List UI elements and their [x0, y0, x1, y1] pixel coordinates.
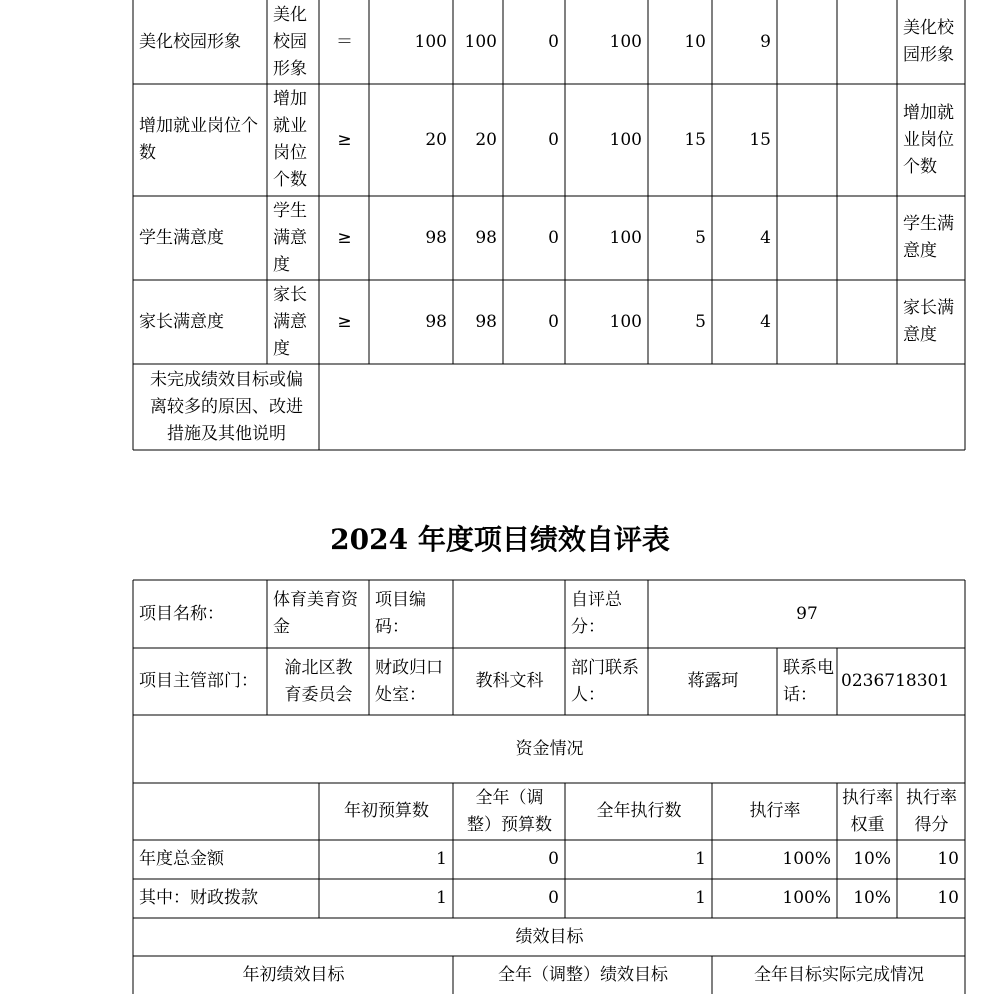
actual-value: 98 — [475, 227, 497, 248]
indicator-short: 学生 满意 度 — [273, 200, 307, 275]
weight-value: 5 — [695, 227, 706, 248]
note-text: 增加就 业岗位 个数 — [903, 102, 954, 177]
funds-row-label: 年度总金额 — [139, 849, 224, 869]
funds-executed: 1 — [695, 888, 706, 908]
funds-col-header: 执行率 得分 — [906, 787, 957, 835]
completion-rate: 100 — [609, 129, 642, 150]
dept-value: 渝北区教 育委员会 — [284, 657, 353, 705]
perf-col-header: 全年（调整）绩效目标 — [498, 964, 668, 985]
perf-col-header: 全年目标实际完成情况 — [754, 964, 924, 985]
deviation-value: 0 — [548, 311, 559, 332]
weight-value: 15 — [684, 129, 706, 150]
contact-label: 部门联系 人： — [571, 657, 639, 705]
weight-value: 5 — [695, 311, 706, 332]
actual-value: 98 — [475, 311, 497, 332]
project-name-label: 项目名称： — [139, 603, 224, 624]
deviation-value: 0 — [548, 129, 559, 150]
funds-rate-score: 10 — [937, 849, 959, 869]
funds-col-header — [134, 783, 319, 840]
finance-office-label: 财政归口 处室： — [375, 657, 443, 705]
target-value: 100 — [414, 31, 447, 52]
indicator-name: 增加就业岗位个数 — [139, 116, 258, 163]
funds-adjusted-budget: 0 — [548, 888, 559, 908]
funds-col-header: 全年（调 整）预算数 — [467, 787, 552, 835]
project-code-value — [454, 580, 565, 648]
deviation-value: 0 — [548, 31, 559, 52]
indicator-short: 美化 校园 形象 — [273, 4, 307, 79]
completion-rate: 100 — [609, 31, 642, 52]
funds-exec-rate: 100% — [782, 888, 831, 908]
funds-row-label: 其中：财政拨款 — [139, 888, 258, 908]
phone-value: 0236718301 — [841, 671, 950, 691]
project-code-label: 项目编 码： — [375, 590, 426, 637]
actual-value: 100 — [464, 31, 497, 52]
target-value: 20 — [425, 129, 447, 150]
self-score-value: 97 — [796, 603, 818, 624]
funds-adjusted-budget: 0 — [548, 849, 559, 869]
funds-col-header: 年初预算数 — [344, 801, 429, 821]
funds-initial-budget: 1 — [436, 849, 447, 869]
funds-col-header: 全年执行数 — [596, 801, 682, 821]
note-text: 美化校 园形象 — [903, 18, 954, 65]
score-value: 9 — [760, 31, 771, 52]
indicator-name: 家长满意度 — [139, 311, 224, 332]
unfinished-reason-label: 未完成绩效目标或偏 离较多的原因、改进 措施及其他说明 — [150, 369, 303, 444]
note-text: 学生满 意度 — [903, 214, 954, 261]
finance-office-value: 教科文科 — [475, 671, 544, 691]
note-text: 家长满 意度 — [903, 298, 954, 345]
unfinished-reason-value[interactable] — [320, 364, 965, 450]
page-title: 2024 年度项目绩效自评表 — [330, 523, 670, 556]
operator: ≥ — [337, 311, 352, 332]
funds-col-header: 执行率 — [749, 801, 801, 821]
dept-label: 项目主管部门： — [139, 671, 258, 691]
funds-section-header: 资金情况 — [515, 738, 584, 759]
indicator-short: 家长 满意 度 — [273, 284, 307, 359]
funds-executed: 1 — [695, 849, 706, 869]
score-value: 4 — [760, 311, 771, 332]
score-value: 4 — [760, 227, 771, 248]
completion-rate: 100 — [609, 227, 642, 248]
operator: ≥ — [337, 129, 352, 150]
self-score-label: 自评总 分： — [571, 590, 622, 637]
funds-initial-budget: 1 — [436, 888, 447, 908]
contact-value: 蒋露珂 — [687, 671, 739, 691]
operator: ≥ — [337, 227, 352, 248]
indicator-name: 美化校园形象 — [139, 31, 241, 52]
target-value: 98 — [425, 311, 447, 332]
completion-rate: 100 — [609, 311, 642, 332]
operator: ＝ — [336, 31, 353, 52]
phone-label: 联系电 话： — [783, 657, 834, 705]
funds-rate-weight: 10% — [853, 849, 891, 869]
target-value: 98 — [425, 227, 447, 248]
performance-section-header: 绩效目标 — [515, 926, 584, 947]
indicator-name: 学生满意度 — [139, 227, 224, 248]
funds-rate-score: 10 — [937, 888, 959, 908]
funds-col-header: 执行率 权重 — [842, 787, 893, 835]
funds-exec-rate: 100% — [782, 849, 831, 869]
perf-col-header: 年初绩效目标 — [242, 964, 345, 985]
indicator-short: 增加 就业 岗位 个数 — [273, 89, 307, 190]
project-name-value: 体育美育资 金 — [273, 590, 358, 637]
deviation-value: 0 — [548, 227, 559, 248]
actual-value: 20 — [475, 129, 497, 150]
funds-rate-weight: 10% — [853, 888, 891, 908]
weight-value: 10 — [684, 31, 706, 52]
score-value: 15 — [749, 129, 771, 150]
